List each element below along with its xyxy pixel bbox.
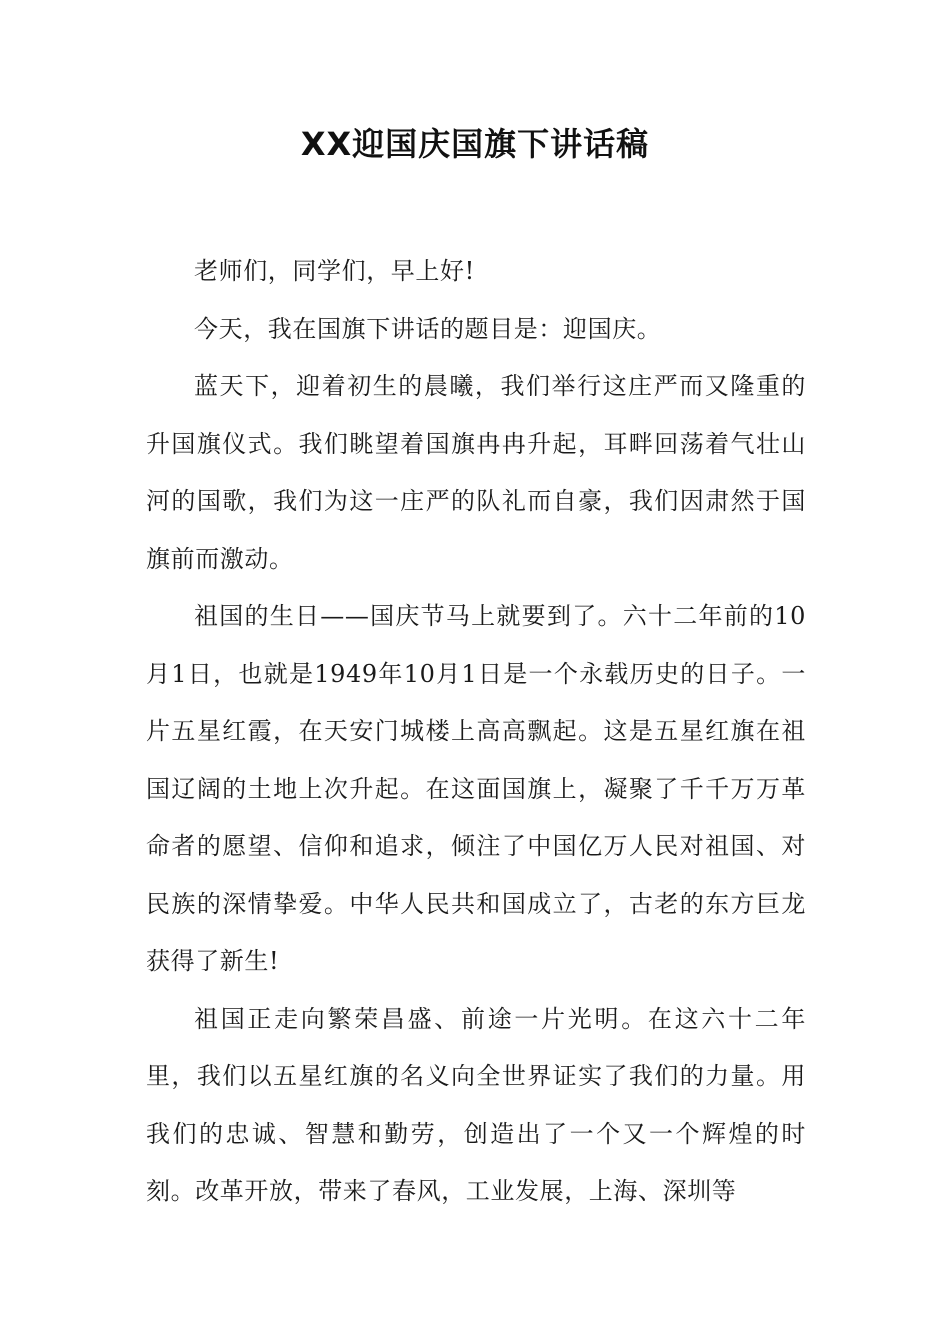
paragraph-prosperity: 祖国正走向繁荣昌盛、前途一片光明。在这六十二年里，我们以五星红旗的名义向全世界证实了我们的力量。用我们的忠诚、智慧和勤劳，创造出了一个又一个辉煌的时刻。改革开放，带来了春风，工业发展，上海、深圳等: [146, 1004, 806, 1205]
paragraph-birthday: 祖国的生日——国庆节马上就要到了。六十二年前的10月1日，也就是1949年10月1日是一个永载历史的日子。一片五星红霞，在天安门城楼上高高飘起。这是五星红旗在祖国辽阔的土地上次升起。在这面国旗上，凝聚了千千万万革命者的愿望、信仰和追求，倾注了中国亿万人民对祖国、对民族的深情挚爱。中华人民共和国成立了，古老的东方巨龙获得了新生!: [146, 602, 806, 975]
document-body: [146, 243, 806, 1221]
paragraph-ceremony: 蓝天下，迎着初生的晨曦，我们举行这庄严而又隆重的升国旗仪式。我们眺望着国旗冉冉升起，耳畔回荡着气壮山河的国歌，我们为这一庄严的队礼而自豪，我们因肃然于国旗前而激动。: [146, 372, 806, 573]
paragraph-topic: 今天，我在国旗下讲话的题目是：迎国庆。: [194, 314, 662, 343]
document-title: XX迎国庆国旗下讲话稿: [300, 125, 650, 163]
paragraph-greeting: 老师们，同学们，早上好!: [194, 257, 475, 285]
